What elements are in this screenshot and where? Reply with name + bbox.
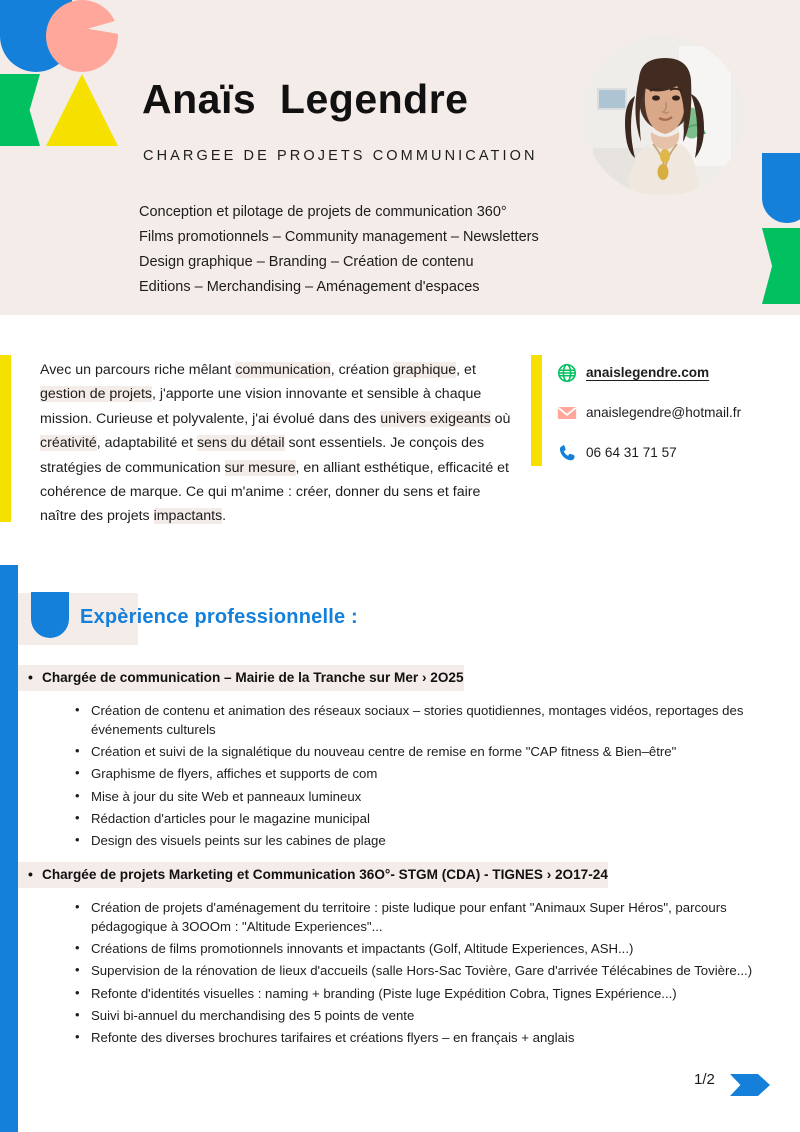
job-bullet: • Créations de films promotionnels innovants et impactants (Golf, Altitude Experiences, ASH...) — [75, 940, 800, 959]
contact-phone-row[interactable] — [556, 435, 796, 470]
bio-highlight: sur mesure — [224, 459, 296, 476]
green-chevron-shape-icon — [0, 74, 40, 146]
blue-shield-icon — [31, 592, 69, 638]
email-text[interactable]: anaislegendre@hotmail.fr — [586, 405, 742, 420]
bio-text: sont essentiels. Je conçois des stratégies de communication — [40, 435, 485, 476]
bio-paragraph — [40, 358, 518, 529]
job-role-subtitle: CHARGEE DE PROJETS COMMUNICATION — [143, 148, 538, 164]
job-bullet: • Refonte d'identités visuelles : naming + branding (Piste luge Expédition Cobra, Tignes Expérience...) — [75, 985, 800, 1004]
website-link[interactable]: anaislegendre.com — [586, 365, 710, 380]
job-bullet: • Rédaction d'articles pour le magazine municipal — [75, 810, 800, 829]
bio-text: . — [222, 508, 227, 525]
experience-entry — [18, 665, 800, 855]
job-bullet-list — [18, 899, 800, 1048]
blue-shield-shape-icon — [762, 153, 800, 223]
bio-highlight: gestion de projets — [40, 386, 152, 403]
job-bullet-list — [18, 702, 800, 851]
bio-text: , j'apporte une vision innovante et sensible à chaque mission. Curieuse et polyvalente, j'ai évolué dans des — [40, 386, 482, 427]
left-blue-strip — [0, 565, 18, 1132]
contact-website-row[interactable] — [556, 355, 796, 390]
header-tagline — [139, 200, 539, 300]
bio-text: , et — [456, 362, 476, 378]
bio-highlight: univers exigeants — [380, 410, 491, 427]
bio-text: où — [490, 410, 511, 427]
job-bullet: • Graphisme de flyers, affiches et supports de com — [75, 765, 800, 784]
yellow-accent-bar-left — [0, 355, 11, 522]
globe-icon — [556, 362, 586, 384]
experience-entry — [18, 862, 800, 1052]
job-bullet: • Création et suivi de la signalétique du nouveau centre de remise en forme "CAP fitness & Bien–être" — [75, 743, 800, 762]
yellow-accent-bar-right — [531, 355, 542, 466]
tagline-line: Films promotionnels – Community management – Newsletters — [139, 229, 539, 245]
section-title-experience: Expèrience professionnelle : — [80, 606, 358, 628]
pink-pacman-circle-icon — [46, 0, 118, 72]
header-band — [0, 0, 800, 315]
contact-email-row[interactable] — [556, 395, 796, 430]
bio-text: , en alliant esthétique, efficacité et cohérence de marque. Ce qui m'anime : créer, donner du sens et faire naître des projets — [40, 459, 509, 525]
job-bullet: • Supervision de la rénovation de lieux d'accueils (salle Hors-Sac Tovière, Gare d'arrivée Télécabines de Tovière...) — [75, 962, 800, 981]
job-bullet: • Design des visuels peints sur les cabines de plage — [75, 832, 800, 851]
tagline-line: Design graphique – Branding – Création de contenu — [139, 254, 474, 270]
avatar — [583, 36, 743, 196]
envelope-icon — [556, 402, 586, 424]
contact-list — [556, 355, 796, 475]
green-arrow-shape-icon — [762, 228, 800, 304]
phone-icon — [556, 442, 586, 464]
bio-text: , création — [330, 362, 394, 378]
bio-text: Avec un parcours riche mêlant — [40, 362, 236, 378]
job-bullet: • Refonte des diverses brochures tarifaires et créations flyers – en français + anglais — [75, 1029, 800, 1048]
next-page-arrow-icon[interactable] — [730, 1074, 770, 1096]
bio-highlight: créativité — [40, 435, 97, 452]
tagline-line: Editions – Merchandising – Aménagement d'espaces — [139, 279, 480, 295]
job-bullet: • Suivi bi-annuel du merchandising des 5 points de vente — [75, 1007, 800, 1026]
job-title: • Chargée de communication – Mairie de la Tranche sur Mer › 2O25 — [18, 665, 464, 691]
yellow-triangle-icon — [46, 74, 118, 146]
bio-text: , adaptabilité et — [96, 435, 197, 452]
bio-highlight: graphique — [393, 362, 457, 378]
page-number: 1/2 — [694, 1071, 715, 1088]
job-bullet: • Création de contenu et animation des réseaux sociaux – stories quotidiennes, montages vidéos, reportages des événements culturels — [75, 702, 800, 740]
bio-highlight: sens du détail — [196, 435, 285, 452]
job-bullet: • Mise à jour du site Web et panneaux lumineux — [75, 788, 800, 807]
tagline-line: Conception et pilotage de projets de communication 360° — [139, 204, 507, 220]
phone-text[interactable]: 06 64 31 71 57 — [586, 445, 677, 460]
bio-highlight: impactants — [153, 508, 223, 525]
page-title: Anaïs Legendre — [142, 76, 469, 122]
job-bullet: • Création de projets d'aménagement du territoire : piste ludique pour enfant "Animaux Super Héros", parcours pédagogique à 3OOOm : "Altitude Experiences"... — [75, 899, 800, 937]
bio-highlight: communication — [235, 362, 331, 378]
job-title: • Chargée de projets Marketing et Communication 36O°- STGM (CDA) - TIGNES › 2O17-24 — [18, 862, 608, 888]
